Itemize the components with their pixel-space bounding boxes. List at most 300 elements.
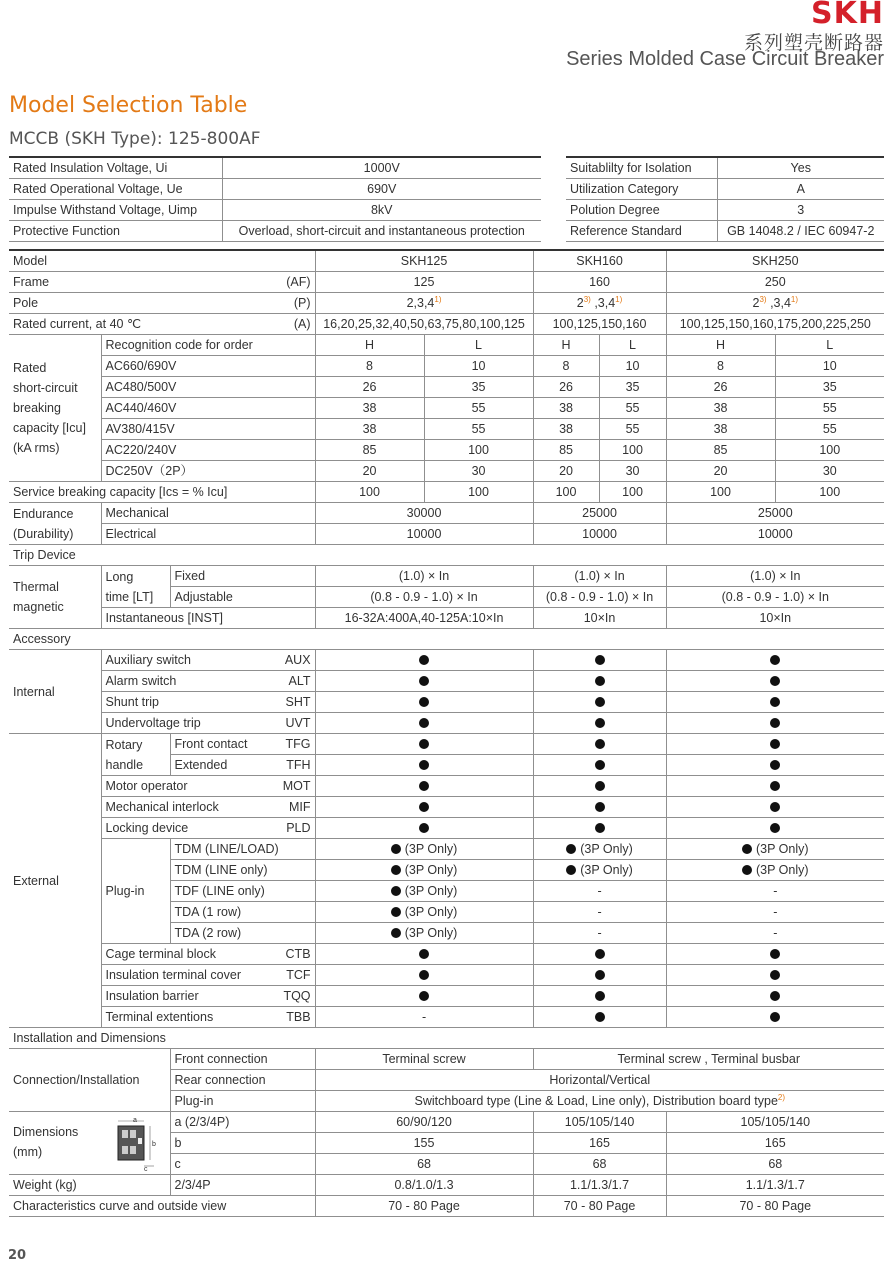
- dimension-value: 105/105/140: [666, 1112, 884, 1133]
- endurance-row: [9, 524, 884, 545]
- availability-cell: (3P Only): [315, 839, 533, 860]
- availability-cell: (3P Only): [666, 839, 884, 860]
- availability-cell: [315, 650, 533, 671]
- icu-value: 35: [424, 377, 533, 398]
- curve-value: 70 - 80 Page: [666, 1196, 884, 1217]
- dimension-key: b: [170, 1133, 315, 1154]
- recognition-label: Recognition code for order: [101, 335, 315, 356]
- dimension-key: a (2/3/4P): [170, 1112, 315, 1133]
- external-row: [9, 776, 884, 797]
- accessory-name: Motor operator MOT: [101, 776, 315, 797]
- spec-value: GB 14048.2 / IEC 60947-2: [717, 221, 884, 242]
- availability-cell: [666, 692, 884, 713]
- availability-cell: (3P Only): [666, 860, 884, 881]
- icu-value: 38: [666, 419, 775, 440]
- fixed-label: Fixed: [170, 566, 315, 587]
- pole-value: 2$^{3)}$ ,3,4$^{1)}$: [666, 293, 884, 314]
- availability-cell: -: [533, 902, 666, 923]
- weight-row: [9, 1175, 884, 1196]
- external-row: [9, 818, 884, 839]
- icu-value: 100: [775, 440, 884, 461]
- available-dot-icon: [419, 676, 429, 686]
- icu-value: 35: [599, 377, 666, 398]
- available-dot-icon: [595, 991, 605, 1001]
- icu-value: 10: [775, 356, 884, 377]
- section-title: Model Selection Table: [9, 93, 248, 118]
- rated-current-value: 100,125,150,160: [533, 314, 666, 335]
- availability-cell: [666, 671, 884, 692]
- ics-value: 100: [424, 482, 533, 503]
- installation-row: [9, 1028, 884, 1049]
- spec-table-left: [9, 156, 541, 242]
- availability-cell: (3P Only): [315, 902, 533, 923]
- spec-row: [9, 179, 541, 200]
- internal-row: [9, 692, 884, 713]
- spec-label: Polution Degree: [566, 200, 717, 221]
- availability-cell: [315, 797, 533, 818]
- accessory-name: Cage terminal block CTB: [101, 944, 315, 965]
- availability-cell: -: [533, 923, 666, 944]
- subtitle: MCCB (SKH Type): 125-800AF: [9, 129, 261, 149]
- icu-value: 8: [533, 356, 599, 377]
- spec-value: 690V: [222, 179, 541, 200]
- dimension-value: 155: [315, 1133, 533, 1154]
- connection-value: Switchboard type (Line & Load, Line only), Distribution board type$^{2)}$: [315, 1091, 884, 1112]
- connection-value: Horizontal/Vertical: [315, 1070, 884, 1091]
- availability-cell: [533, 986, 666, 1007]
- icu-value: 38: [315, 419, 424, 440]
- curve-value: 70 - 80 Page: [315, 1196, 533, 1217]
- instantaneous-value: 10×In: [666, 608, 884, 629]
- available-dot-icon: [770, 949, 780, 959]
- icu-row: [9, 461, 884, 482]
- recognition-row: [9, 335, 884, 356]
- icu-value: 55: [599, 398, 666, 419]
- available-dot-icon: [419, 823, 429, 833]
- rated-current-label: Rated current, at 40 ℃ (A): [9, 314, 315, 335]
- icu-value: 26: [533, 377, 599, 398]
- icu-value: 35: [775, 377, 884, 398]
- endurance-type: Electrical: [101, 524, 315, 545]
- availability-cell: -: [666, 902, 884, 923]
- availability-cell: (3P Only): [315, 923, 533, 944]
- availability-cell: -: [315, 1007, 533, 1028]
- available-dot-icon: [742, 865, 752, 875]
- instantaneous-value: 10×In: [533, 608, 666, 629]
- plugin-type: TDA (2 row): [170, 923, 315, 944]
- icu-value: 10: [424, 356, 533, 377]
- available-dot-icon: [595, 697, 605, 707]
- dimension-value: 68: [315, 1154, 533, 1175]
- ics-value: 100: [775, 482, 884, 503]
- icu-value: 20: [666, 461, 775, 482]
- availability-cell: [666, 650, 884, 671]
- icu-voltage-label: DC250V（2P）: [101, 461, 315, 482]
- availability-cell: (3P Only): [533, 839, 666, 860]
- availability-cell: [315, 755, 533, 776]
- availability-cell: [533, 944, 666, 965]
- spec-row: [9, 157, 541, 179]
- availability-cell: [315, 671, 533, 692]
- spec-row: [9, 221, 541, 242]
- availability-cell: [315, 986, 533, 1007]
- model-row: [9, 250, 884, 272]
- recognition-code: L: [775, 335, 884, 356]
- accessory-name: Shunt trip SHT: [101, 692, 315, 713]
- model-skh125: SKH125: [315, 250, 533, 272]
- thermal-magnetic-label: Thermal magnetic: [9, 566, 101, 629]
- accessory-name: Auxiliary switch AUX: [101, 650, 315, 671]
- spec-label: Suitablilty for Isolation: [566, 157, 717, 179]
- availability-cell: [666, 965, 884, 986]
- available-dot-icon: [595, 760, 605, 770]
- accessory-name: Extended TFH: [170, 755, 315, 776]
- icu-value: 38: [533, 419, 599, 440]
- icu-row: [9, 356, 884, 377]
- availability-cell: [666, 944, 884, 965]
- external-row: [9, 1007, 884, 1028]
- brand-logo: SKH: [811, 0, 884, 31]
- rated-current-value: 100,125,150,160,175,200,225,250: [666, 314, 884, 335]
- available-dot-icon: [770, 718, 780, 728]
- weight-value: 1.1/1.3/1.7: [666, 1175, 884, 1196]
- dimension-value: 68: [533, 1154, 666, 1175]
- endurance-label: Endurance (Durability): [9, 503, 101, 545]
- spec-value: 3: [717, 200, 884, 221]
- recognition-code: H: [533, 335, 599, 356]
- frame-value: 250: [666, 272, 884, 293]
- available-dot-icon: [419, 655, 429, 665]
- accessory-name: Terminal extentions TBB: [101, 1007, 315, 1028]
- icu-group-label: Rated short-circuit breaking capacity [Icu] (kA rms): [9, 335, 101, 482]
- availability-cell: [533, 692, 666, 713]
- icu-value: 30: [775, 461, 884, 482]
- spec-label: Impulse Withstand Voltage, Uimp: [9, 200, 222, 221]
- external-row: [9, 965, 884, 986]
- icu-value: 30: [424, 461, 533, 482]
- endurance-row: [9, 503, 884, 524]
- page-number: 20: [8, 1248, 27, 1263]
- availability-cell: [315, 965, 533, 986]
- availability-cell: [315, 776, 533, 797]
- spec-label: Rated Operational Voltage, Ue: [9, 179, 222, 200]
- availability-cell: [315, 944, 533, 965]
- spec-label: Rated Insulation Voltage, Ui: [9, 157, 222, 179]
- trip-device-row: [9, 545, 884, 566]
- plugin-type: TDA (1 row): [170, 902, 315, 923]
- fixed-value: (1.0) × In: [666, 566, 884, 587]
- recognition-code: L: [599, 335, 666, 356]
- accessory-label: Accessory: [9, 629, 884, 650]
- external-row: [9, 986, 884, 1007]
- icu-value: 8: [666, 356, 775, 377]
- icu-value: 100: [424, 440, 533, 461]
- endurance-value: 10000: [315, 524, 533, 545]
- dimension-key: c: [170, 1154, 315, 1175]
- icu-value: 55: [599, 419, 666, 440]
- availability-cell: [533, 965, 666, 986]
- available-dot-icon: [391, 928, 401, 938]
- availability-cell: [666, 797, 884, 818]
- internal-row: [9, 713, 884, 734]
- plugin-row: [9, 839, 884, 860]
- external-row: [9, 734, 884, 755]
- available-dot-icon: [595, 1012, 605, 1022]
- model-label: Model: [9, 250, 315, 272]
- icu-value: 100: [599, 440, 666, 461]
- icu-row: [9, 440, 884, 461]
- icu-value: 55: [775, 419, 884, 440]
- connection-type: Plug-in: [170, 1091, 315, 1112]
- icu-voltage-label: AC660/690V: [101, 356, 315, 377]
- connection-label: Connection/Installation: [9, 1049, 170, 1112]
- dim-b-label: b: [152, 1141, 156, 1148]
- availability-cell: [533, 776, 666, 797]
- available-dot-icon: [595, 655, 605, 665]
- availability-cell: [533, 671, 666, 692]
- availability-cell: [533, 650, 666, 671]
- available-dot-icon: [770, 781, 780, 791]
- title-english: Series Molded Case Circuit Breaker: [566, 48, 884, 70]
- dimension-value: 60/90/120: [315, 1112, 533, 1133]
- installation-label: Installation and Dimensions: [9, 1028, 884, 1049]
- available-dot-icon: [391, 907, 401, 917]
- icu-value: 38: [315, 398, 424, 419]
- ics-value: 100: [666, 482, 775, 503]
- internal-label: Internal: [9, 650, 101, 734]
- available-dot-icon: [391, 865, 401, 875]
- available-dot-icon: [419, 718, 429, 728]
- connection-value: Terminal screw: [315, 1049, 533, 1070]
- frame-label: Frame (AF): [9, 272, 315, 293]
- spec-value: 8kV: [222, 200, 541, 221]
- plugin-type: TDM (LINE only): [170, 860, 315, 881]
- accessory-name: Front contact TFG: [170, 734, 315, 755]
- available-dot-icon: [419, 739, 429, 749]
- dim-a-label: a: [133, 1117, 137, 1124]
- available-dot-icon: [566, 844, 576, 854]
- connection-type: Rear connection: [170, 1070, 315, 1091]
- availability-cell: (3P Only): [315, 881, 533, 902]
- available-dot-icon: [770, 739, 780, 749]
- frame-value: 125: [315, 272, 533, 293]
- internal-row: [9, 671, 884, 692]
- available-dot-icon: [742, 844, 752, 854]
- available-dot-icon: [419, 991, 429, 1001]
- curve-label: Characteristics curve and outside view: [9, 1196, 315, 1217]
- adjustable-label: Adjustable: [170, 587, 315, 608]
- ics-label: Service breaking capacity [Ics = % Icu]: [9, 482, 315, 503]
- available-dot-icon: [770, 970, 780, 980]
- accessory-name: Locking device PLD: [101, 818, 315, 839]
- availability-cell: [315, 692, 533, 713]
- pole-row: [9, 293, 884, 314]
- availability-cell: [533, 755, 666, 776]
- icu-value: 85: [315, 440, 424, 461]
- icu-row: [9, 377, 884, 398]
- available-dot-icon: [391, 886, 401, 896]
- availability-cell: [315, 734, 533, 755]
- icu-row: [9, 419, 884, 440]
- accessory-name: Insulation terminal cover TCF: [101, 965, 315, 986]
- plugin-type: TDM (LINE/LOAD): [170, 839, 315, 860]
- availability-cell: [666, 1007, 884, 1028]
- availability-cell: (3P Only): [533, 860, 666, 881]
- spec-row: [566, 221, 884, 242]
- weight-value: 0.8/1.0/1.3: [315, 1175, 533, 1196]
- available-dot-icon: [595, 823, 605, 833]
- ics-row: [9, 482, 884, 503]
- model-selection-table: [9, 249, 884, 1217]
- accessory-name: Insulation barrier TQQ: [101, 986, 315, 1007]
- external-label: External: [9, 734, 101, 1028]
- recognition-code: H: [315, 335, 424, 356]
- icu-value: 85: [533, 440, 599, 461]
- availability-cell: [666, 755, 884, 776]
- plugin-type: TDF (LINE only): [170, 881, 315, 902]
- weight-sub: 2/3/4P: [170, 1175, 315, 1196]
- icu-value: 26: [666, 377, 775, 398]
- adjustable-value: (0.8 - 0.9 - 1.0) × In: [533, 587, 666, 608]
- icu-value: 55: [424, 419, 533, 440]
- available-dot-icon: [419, 970, 429, 980]
- pole-value: 2,3,4$^{1)}$: [315, 293, 533, 314]
- icu-value: 26: [315, 377, 424, 398]
- instantaneous-label: Instantaneous [INST]: [101, 608, 315, 629]
- available-dot-icon: [770, 655, 780, 665]
- ics-value: 100: [533, 482, 599, 503]
- available-dot-icon: [595, 781, 605, 791]
- available-dot-icon: [770, 991, 780, 1001]
- accessory-name: Alarm switch ALT: [101, 671, 315, 692]
- icu-voltage-label: AC480/500V: [101, 377, 315, 398]
- adjustable-value: (0.8 - 0.9 - 1.0) × In: [666, 587, 884, 608]
- availability-cell: [315, 713, 533, 734]
- thermal-fixed-row: [9, 566, 884, 587]
- available-dot-icon: [770, 697, 780, 707]
- pole-value: 2$^{3)}$ ,3,4$^{1)}$: [533, 293, 666, 314]
- available-dot-icon: [770, 1012, 780, 1022]
- recognition-code: H: [666, 335, 775, 356]
- fixed-value: (1.0) × In: [533, 566, 666, 587]
- rated-current-value: 16,20,25,32,40,50,63,75,80,100,125: [315, 314, 533, 335]
- icu-value: 55: [775, 398, 884, 419]
- available-dot-icon: [419, 760, 429, 770]
- dimension-value: 165: [666, 1133, 884, 1154]
- curve-value: 70 - 80 Page: [533, 1196, 666, 1217]
- spec-label: Utilization Category: [566, 179, 717, 200]
- icu-value: 85: [666, 440, 775, 461]
- spec-label: Protective Function: [9, 221, 222, 242]
- availability-cell: -: [533, 881, 666, 902]
- endurance-value: 25000: [666, 503, 884, 524]
- availability-cell: [533, 818, 666, 839]
- title-chinese: 系列塑壳断路器: [743, 32, 884, 54]
- available-dot-icon: [595, 676, 605, 686]
- available-dot-icon: [419, 697, 429, 707]
- long-time-label: Long time [LT]: [101, 566, 170, 608]
- dimension-value: 68: [666, 1154, 884, 1175]
- availability-cell: [533, 734, 666, 755]
- icu-value: 20: [315, 461, 424, 482]
- available-dot-icon: [770, 802, 780, 812]
- icu-value: 55: [424, 398, 533, 419]
- endurance-value: 10000: [666, 524, 884, 545]
- endurance-value: 30000: [315, 503, 533, 524]
- plugin-label: Plug-in: [101, 839, 170, 944]
- icu-value: 38: [666, 398, 775, 419]
- available-dot-icon: [595, 802, 605, 812]
- icu-voltage-label: AC440/460V: [101, 398, 315, 419]
- icu-voltage-label: AC220/240V: [101, 440, 315, 461]
- weight-label: Weight (kg): [9, 1175, 170, 1196]
- connection-row: [9, 1049, 884, 1070]
- availability-cell: [533, 713, 666, 734]
- icu-value: 30: [599, 461, 666, 482]
- endurance-value: 10000: [533, 524, 666, 545]
- adjustable-value: (0.8 - 0.9 - 1.0) × In: [315, 587, 533, 608]
- availability-cell: (3P Only): [315, 860, 533, 881]
- dimensions-label: Dimensions (mm) a b c: [9, 1112, 170, 1175]
- external-row: [9, 797, 884, 818]
- ics-value: 100: [599, 482, 666, 503]
- endurance-value: 25000: [533, 503, 666, 524]
- availability-cell: [666, 986, 884, 1007]
- model-skh250: SKH250: [666, 250, 884, 272]
- fixed-value: (1.0) × In: [315, 566, 533, 587]
- available-dot-icon: [566, 865, 576, 875]
- breaker-dimension-icon: [114, 1116, 160, 1172]
- spec-row: [9, 200, 541, 221]
- available-dot-icon: [391, 844, 401, 854]
- availability-cell: [315, 818, 533, 839]
- pole-label: Pole (P): [9, 293, 315, 314]
- spec-row: [566, 200, 884, 221]
- endurance-type: Mechanical: [101, 503, 315, 524]
- dimension-value: 105/105/140: [533, 1112, 666, 1133]
- availability-cell: [533, 797, 666, 818]
- internal-row: [9, 650, 884, 671]
- connection-type: Front connection: [170, 1049, 315, 1070]
- icu-value: 10: [599, 356, 666, 377]
- weight-value: 1.1/1.3/1.7: [533, 1175, 666, 1196]
- external-row: [9, 944, 884, 965]
- spec-row: [566, 179, 884, 200]
- spec-value: 1000V: [222, 157, 541, 179]
- available-dot-icon: [419, 802, 429, 812]
- availability-cell: -: [666, 923, 884, 944]
- available-dot-icon: [419, 781, 429, 791]
- trip-device-label: Trip Device: [9, 545, 884, 566]
- available-dot-icon: [595, 970, 605, 980]
- spec-value: Yes: [717, 157, 884, 179]
- icu-voltage-label: AV380/415V: [101, 419, 315, 440]
- icu-value: 8: [315, 356, 424, 377]
- spec-value: A: [717, 179, 884, 200]
- available-dot-icon: [419, 949, 429, 959]
- connection-value: Terminal screw , Terminal busbar: [533, 1049, 884, 1070]
- availability-cell: [533, 1007, 666, 1028]
- available-dot-icon: [770, 760, 780, 770]
- frame-row: [9, 272, 884, 293]
- instantaneous-value: 16-32A:400A,40-125A:10×In: [315, 608, 533, 629]
- curve-row: [9, 1196, 884, 1217]
- accessory-row: [9, 629, 884, 650]
- availability-cell: [666, 734, 884, 755]
- recognition-code: L: [424, 335, 533, 356]
- dim-c-label: c: [144, 1166, 148, 1172]
- icu-value: 20: [533, 461, 599, 482]
